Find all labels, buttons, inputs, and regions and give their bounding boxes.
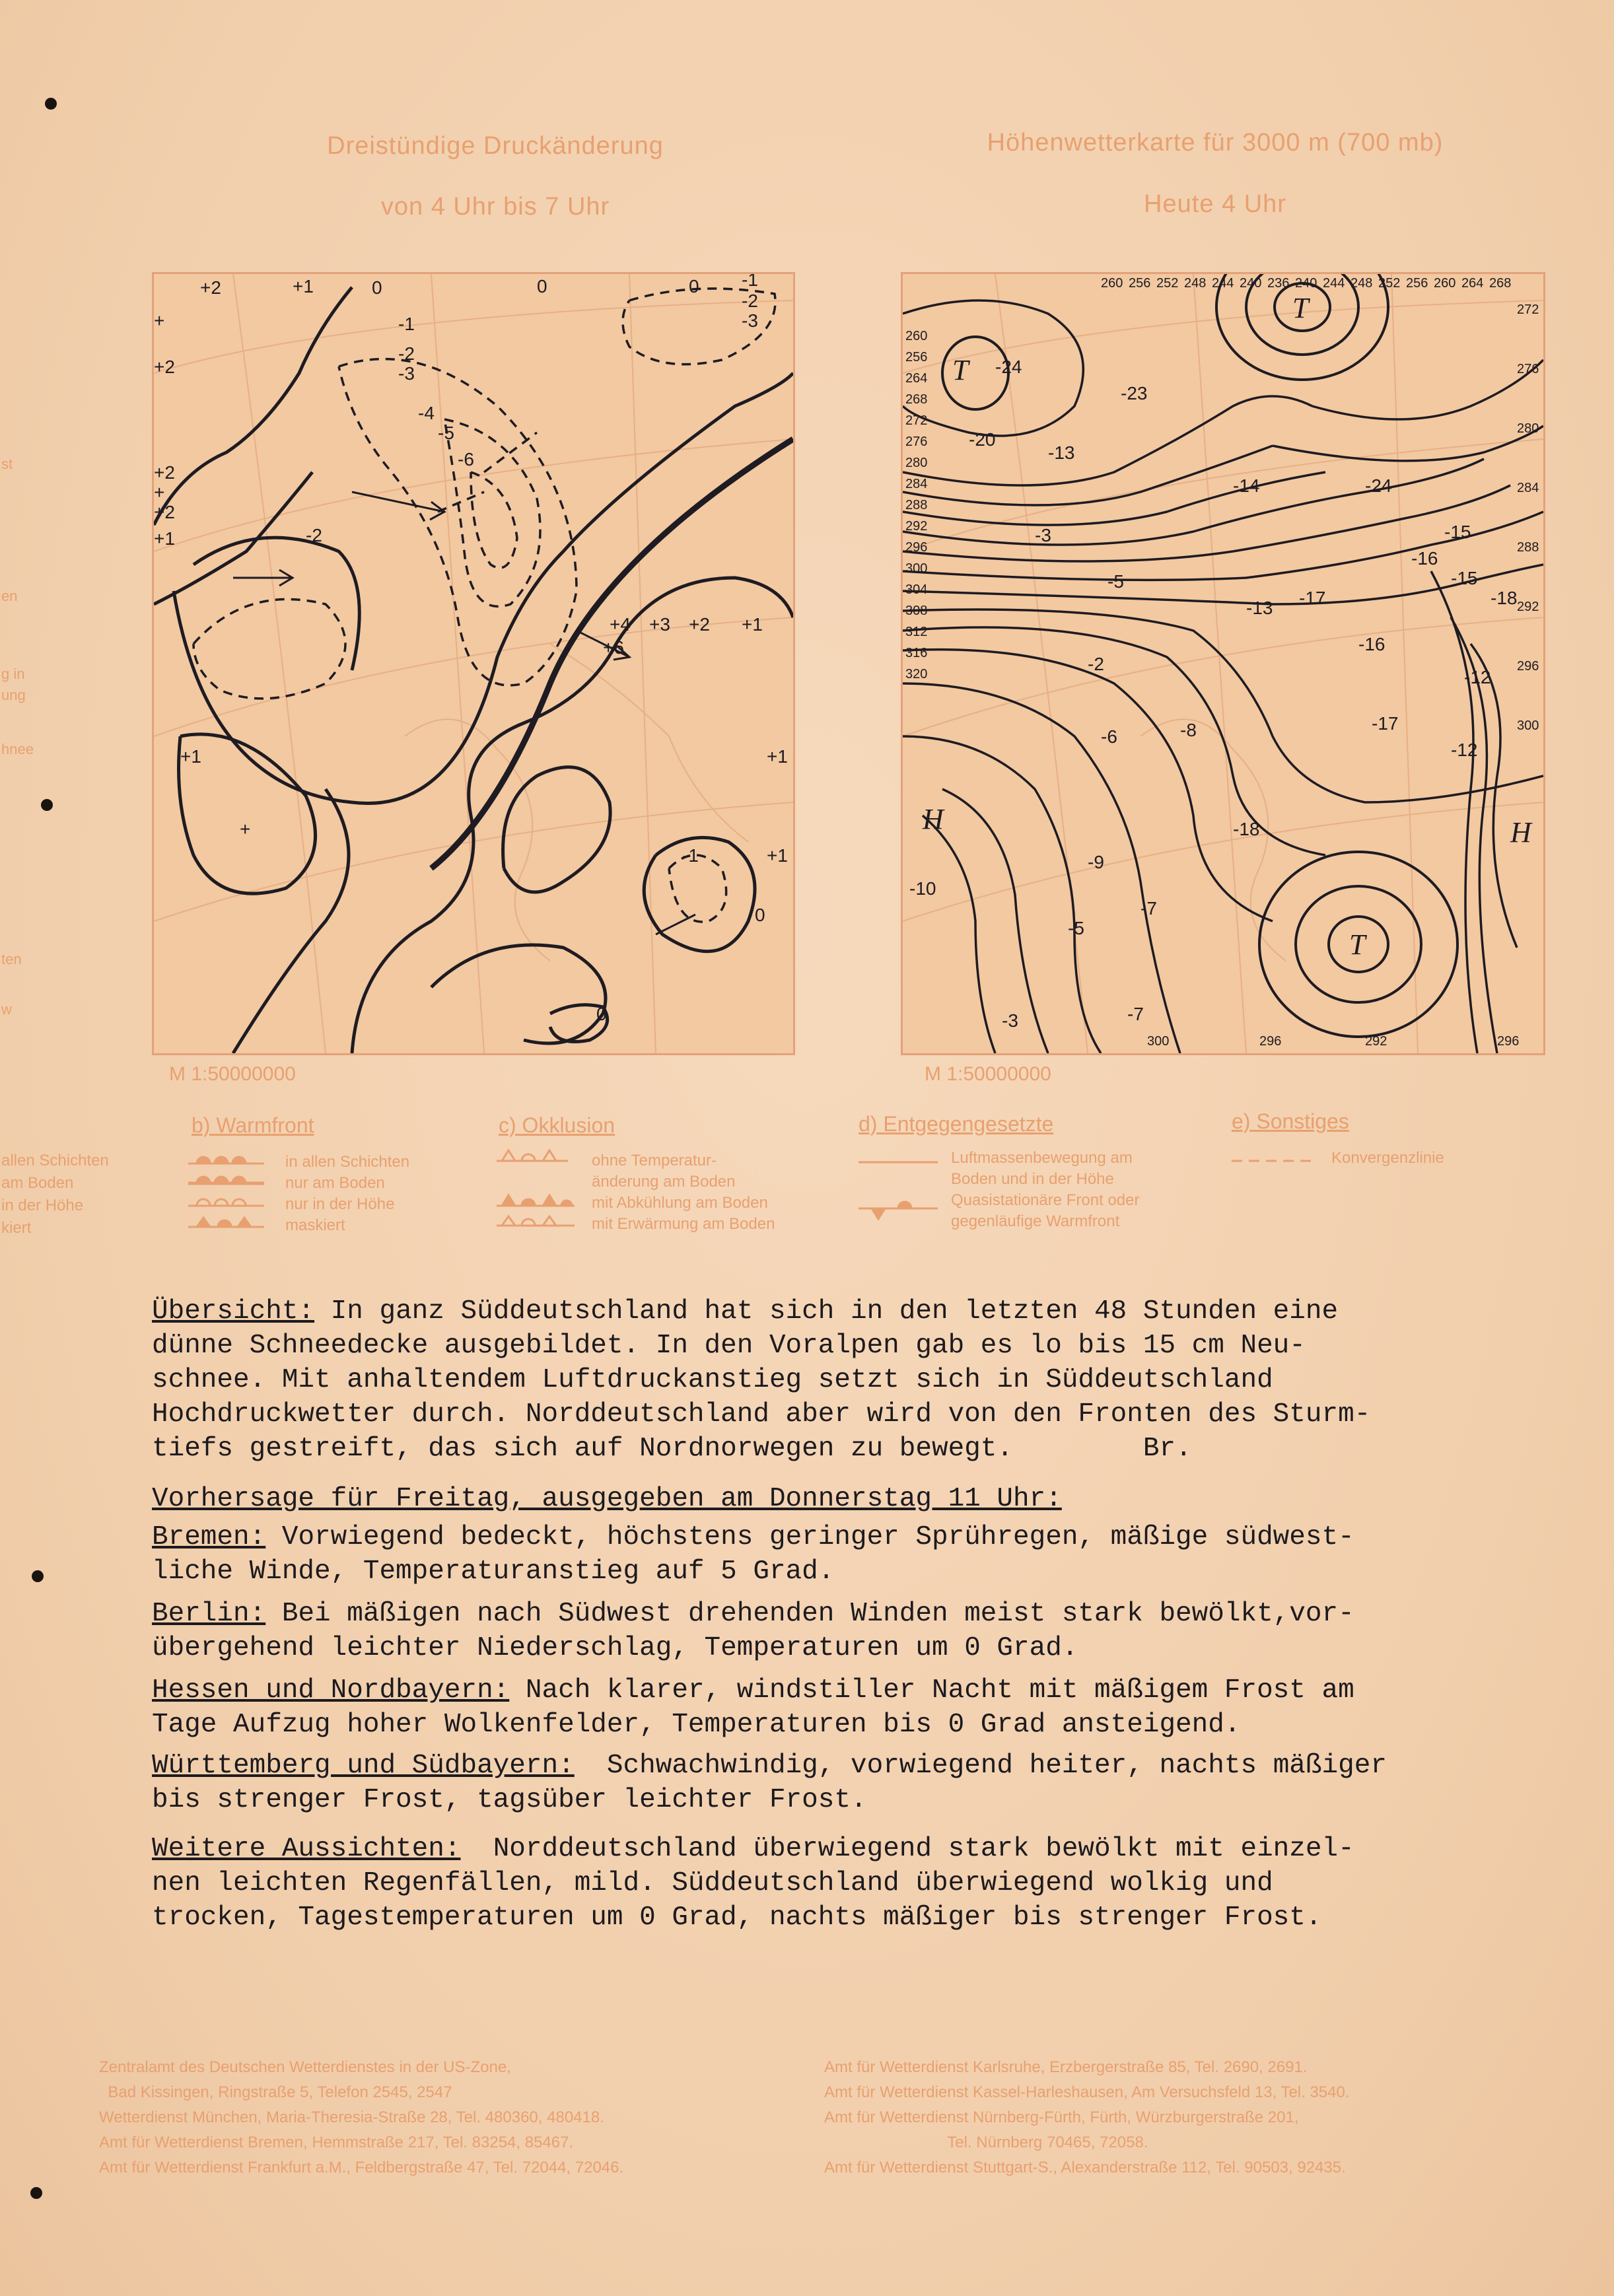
edge-fragment: g in	[1, 666, 25, 682]
temperature-value: -17	[1372, 713, 1399, 734]
edge-fragment: ten	[1, 951, 22, 967]
legend-opposing-head: d) Entgegengesetzte	[859, 1112, 1054, 1136]
temperature-value: -16	[1411, 548, 1438, 569]
footer-line: Bad Kissingen, Ringstraße 5, Telefon 2545, 2547	[99, 2083, 452, 2101]
contour-value-label: 272	[1517, 302, 1539, 317]
legend-fragment: in der Höhe	[1, 1197, 84, 1214]
legend-fragment: am Boden	[1, 1174, 74, 1192]
contour-value-label: 316	[905, 646, 928, 660]
isallobar-label: -2	[742, 291, 758, 311]
left-map-title-line1: Dreistündige Druckänderung	[327, 132, 664, 160]
isallobar-label: -3	[398, 363, 415, 384]
temperature-value: -3	[1002, 1010, 1018, 1031]
temperature-value: -3	[1035, 525, 1051, 545]
punch-hole	[32, 1570, 44, 1582]
edge-fragment: st	[1, 456, 13, 472]
temperature-value: -12	[1464, 667, 1491, 687]
contour-value-label: 296	[1259, 1034, 1282, 1049]
temperature-value: -7	[1140, 898, 1157, 919]
footer-line: Wetterdienst München, Maria-Theresia-Straße 28, Tel. 480360, 480418.	[99, 2108, 604, 2126]
legend-opposing-row: Quasistationäre Front oder	[951, 1191, 1140, 1209]
high-pressure-symbol: H	[923, 803, 944, 835]
isallobar-label: +6	[603, 637, 624, 658]
legend-fragment: kiert	[1, 1219, 32, 1237]
contour-value-label: 264	[905, 371, 928, 386]
contour-value-label: 300	[905, 561, 928, 576]
temperature-value: -18	[1233, 819, 1260, 839]
contour-value-label: 248	[1351, 276, 1373, 291]
contour-value-label: 240	[1295, 276, 1317, 291]
footer-line: Amt für Wetterdienst Stuttgart-S., Alexanderstraße 112, Tel. 90503, 92435.	[824, 2159, 1346, 2176]
isallobar-label: 0	[596, 1004, 607, 1024]
contour-value-label: 304	[905, 582, 928, 597]
isallobar-label: +2	[154, 502, 175, 522]
contour-value-label: 260	[1101, 276, 1123, 291]
legend-occlusion-row: mit Erwärmung am Boden	[592, 1215, 775, 1233]
contour-value-label: 268	[1489, 276, 1512, 291]
isallobar-label: +1	[154, 528, 175, 549]
temperature-value: -24	[1365, 475, 1392, 496]
contour-value-label: 244	[1323, 276, 1345, 291]
contour-value-label: 288	[905, 498, 928, 512]
temperature-value: -20	[969, 429, 996, 450]
berlin-body: Bei mäßigen nach Südwest drehenden Winden meist stark bewölkt,vor- übergehend leichter Niederschlag, Temperaturen um 0 Grad.	[152, 1599, 1354, 1663]
isallobar-label: +3	[649, 614, 670, 635]
overview-heading: Übersicht:	[152, 1296, 315, 1327]
outlook-body: Norddeutschland überwiegend stark bewölkt mit einzel- nen leichten Regenfällen, mild. Süddeutschland überwiegend wolkig und trocken, Tagestemperaturen um 0 Grad, nachts mäßiger bis strenger Frost.	[152, 1834, 1354, 1933]
isallobar-label: +2	[154, 357, 175, 377]
footer-right-addresses	[824, 2055, 1350, 2180]
edge-fragment: hnee	[1, 741, 34, 757]
edge-fragment: en	[1, 588, 18, 604]
low-pressure-symbol: T	[1349, 928, 1366, 961]
low-pressure-symbol: T	[952, 354, 969, 386]
right-map-title-line1: Höhenwetterkarte für 3000 m (700 mb)	[987, 129, 1444, 157]
temperature-value: -16	[1358, 634, 1386, 654]
isallobar-label: +2	[200, 277, 221, 298]
contour-value-label: 280	[905, 456, 928, 470]
temperature-value: -5	[1107, 571, 1124, 592]
contour-value-label: 308	[905, 604, 928, 618]
contour-value-label: 300	[1517, 718, 1539, 733]
contour-value-label: 284	[905, 477, 928, 491]
wuerttemberg-paragraph	[152, 1749, 1532, 1817]
isallobar-label: 0	[372, 277, 382, 298]
isallobar-label: +	[154, 310, 165, 331]
footer-line: Amt für Wetterdienst Karlsruhe, Erzbergerstraße 85, Tel. 2690, 2691.	[824, 2058, 1308, 2076]
contour-value-label: 312	[905, 625, 928, 639]
left-map-scale: M 1:50000000	[169, 1063, 296, 1085]
isallobar-label: -6	[458, 449, 474, 470]
temperature-value: -13	[1048, 442, 1075, 463]
temperature-value: -6	[1101, 726, 1117, 747]
legend-fragment: allen Schichten	[1, 1152, 109, 1169]
isallobar-label: -2	[306, 525, 322, 545]
legend-warmfront-row: maskiert	[285, 1216, 345, 1234]
legend-other-head: e) Sonstiges	[1232, 1109, 1349, 1133]
berlin-heading: Berlin:	[152, 1599, 266, 1629]
legend-occlusion-head: c) Okklusion	[499, 1113, 615, 1137]
temperature-value: -17	[1299, 588, 1326, 608]
edge-fragment: ung	[1, 687, 26, 703]
isallobar-label: -2	[398, 343, 415, 364]
contour-value-label: 248	[1184, 276, 1207, 291]
temperature-value: -5	[1068, 918, 1084, 938]
temperature-value: -24	[995, 357, 1022, 377]
isallobar-label: +4	[610, 614, 631, 635]
berlin-paragraph	[152, 1597, 1532, 1665]
legend-warmfront-row: nur am Boden	[285, 1174, 385, 1192]
contour-value-label: 252	[1156, 276, 1179, 291]
temperature-value: -10	[909, 878, 936, 899]
isallobar-label: +	[240, 819, 251, 839]
contour-value-label: 244	[1212, 276, 1234, 291]
isallobar-label: -4	[418, 403, 435, 423]
contour-value-label: 280	[1517, 421, 1539, 436]
forecast-heading	[152, 1482, 1532, 1516]
isallobar-label: +1	[293, 276, 314, 296]
high-pressure-symbol: H	[1510, 816, 1531, 849]
hessen-paragraph	[152, 1673, 1532, 1742]
isallobar-label: -1	[398, 314, 415, 334]
isallobar-label: 0	[689, 276, 699, 296]
footer-line: Amt für Wetterdienst Frankfurt a.M., Feldbergstraße 47, Tel. 72044, 72046.	[99, 2159, 624, 2176]
contour-value-label: 272	[905, 413, 928, 428]
contour-value-label: 252	[1378, 276, 1401, 291]
hessen-heading: Hessen und Nordbayern:	[152, 1675, 510, 1706]
legend-opposing-row: gegenläufige Warmfront	[951, 1212, 1120, 1230]
isallobar-label: -1	[682, 845, 699, 866]
contour-value-label: 292	[905, 519, 928, 534]
temperature-value: -15	[1451, 568, 1478, 588]
contour-value-label: 256	[1406, 276, 1428, 291]
contour-value-label: 260	[1434, 276, 1456, 291]
punch-hole	[30, 2187, 42, 2199]
isallobar-label: +1	[180, 746, 201, 767]
contour-value-label: 300	[1147, 1034, 1170, 1049]
legend-occlusion-row: mit Abkühlung am Boden	[592, 1194, 768, 1212]
bremen-body: Vorwiegend bedeckt, höchstens geringer Sprühregen, mäßige südwest- liche Winde, Temperaturanstieg auf 5 Grad.	[152, 1522, 1354, 1587]
temperature-value: -13	[1246, 598, 1273, 618]
contour-value-label: 264	[1461, 276, 1484, 291]
temperature-value: -7	[1127, 1004, 1144, 1024]
isallobar-label: +2	[154, 462, 175, 483]
footer-line: Amt für Wetterdienst Bremen, Hemmstraße 217, Tel. 83254, 85467.	[99, 2134, 574, 2151]
temperature-value: -23	[1121, 383, 1148, 403]
hessen-body: Nach klarer, windstiller Nacht mit mäßigem Frost am Tage Aufzug hoher Wolkenfelder, Temperaturen bis 0 Grad ansteigend.	[152, 1675, 1354, 1740]
contour-value-label: 256	[905, 350, 928, 365]
contour-value-label: 284	[1517, 481, 1539, 495]
overview-paragraph	[152, 1294, 1532, 1466]
bremen-heading: Bremen:	[152, 1522, 266, 1552]
temperature-value: -8	[1180, 720, 1197, 740]
wuerttemberg-body: Schwachwindig, vorwiegend heiter, nachts mäßiger bis strenger Frost, tagsüber leichter Frost.	[152, 1751, 1387, 1815]
contour-value-label: 276	[1517, 362, 1539, 376]
contour-value-label: 260	[905, 329, 928, 343]
contour-value-label: 296	[1517, 659, 1539, 674]
footer-line: Tel. Nürnberg 70465, 72058.	[824, 2134, 1148, 2151]
outlook-heading: Weitere Aussichten:	[152, 1834, 461, 1864]
legend-occlusion-row: ohne Temperatur-	[592, 1152, 717, 1169]
footer-left-addresses	[99, 2055, 623, 2180]
footer-line: Amt für Wetterdienst Nürnberg-Fürth, Fürth, Würzburgerstraße 201,	[824, 2108, 1299, 2126]
isallobar-label: +1	[767, 845, 788, 866]
contour-value-label: 276	[905, 435, 928, 449]
isallobar-label: -3	[742, 310, 758, 331]
contour-value-label: 288	[1517, 540, 1539, 555]
right-map-scale: M 1:50000000	[925, 1063, 1051, 1085]
isallobar-label: +	[154, 482, 165, 503]
footer-line: Zentralamt des Deutschen Wetterdienstes in der US-Zone,	[99, 2058, 511, 2076]
legend-warmfront-row: in allen Schichten	[285, 1153, 410, 1171]
legend-warmfront-row: nur in der Höhe	[285, 1195, 395, 1213]
isallobar-label: +1	[767, 746, 788, 767]
right-map-title-line2: Heute 4 Uhr	[1144, 190, 1286, 218]
footer-line: Amt für Wetterdienst Kassel-Harleshausen, Am Versuchsfeld 13, Tel. 3540.	[824, 2083, 1350, 2101]
legend-other-row: Konvergenzlinie	[1331, 1149, 1444, 1167]
overview-body: In ganz Süddeutschland hat sich in den letzten 48 Stunden eine dünne Schneedecke ausgebildet. In den Voralpen gab es lo bis 15 cm Neu- schnee. Mit anhaltendem Luftdruckanstieg setzt sich in Süddeutschland Hochdruckwetter durch. Norddeutschland aber wird von den Fronten des Sturm- tiefs gestreift, das sich auf Nordnorwegen zu bewegt. Br.	[152, 1296, 1371, 1464]
contour-value-label: 296	[905, 540, 928, 555]
legend-warmfront-head: b) Warmfront	[192, 1113, 314, 1137]
isallobar-label: 0	[537, 276, 547, 296]
forecast-heading-text: Vorhersage für Freitag, ausgegeben am Donnerstag 11 Uhr:	[152, 1484, 1062, 1514]
outlook-paragraph	[152, 1832, 1532, 1935]
contour-value-label: 292	[1517, 600, 1539, 614]
isallobar-label: +1	[742, 614, 763, 635]
left-map-title-line2: von 4 Uhr bis 7 Uhr	[380, 193, 610, 221]
temperature-value: -9	[1088, 852, 1104, 872]
isallobar-label: -1	[742, 274, 758, 290]
contour-value-label: 292	[1365, 1034, 1387, 1049]
bremen-paragraph	[152, 1520, 1532, 1589]
contour-value-label: 240	[1240, 276, 1262, 291]
legend-opposing-row: Luftmassenbewegung am	[951, 1149, 1133, 1167]
temperature-value: -12	[1451, 740, 1478, 760]
isallobar-label: 0	[755, 905, 765, 925]
low-pressure-symbol: T	[1292, 292, 1309, 324]
legend-opposing-row: Boden und in der Höhe	[951, 1170, 1114, 1188]
temperature-value: -14	[1233, 475, 1260, 496]
contour-value-label: 296	[1497, 1034, 1520, 1049]
contour-value-label: 236	[1267, 276, 1290, 291]
legend-occlusion-row: änderung am Boden	[592, 1173, 736, 1191]
edge-fragment: w	[1, 1001, 12, 1018]
contour-value-label: 268	[905, 392, 928, 407]
contour-value-label: 320	[905, 667, 928, 681]
wuerttemberg-heading: Württemberg und Südbayern:	[152, 1751, 575, 1781]
temperature-value: -15	[1444, 522, 1471, 542]
temperature-value: -18	[1491, 588, 1518, 608]
temperature-value: -2	[1088, 654, 1104, 674]
contour-value-label: 256	[1129, 276, 1151, 291]
isallobar-label: +2	[689, 614, 710, 635]
isallobar-label: -5	[438, 423, 454, 443]
